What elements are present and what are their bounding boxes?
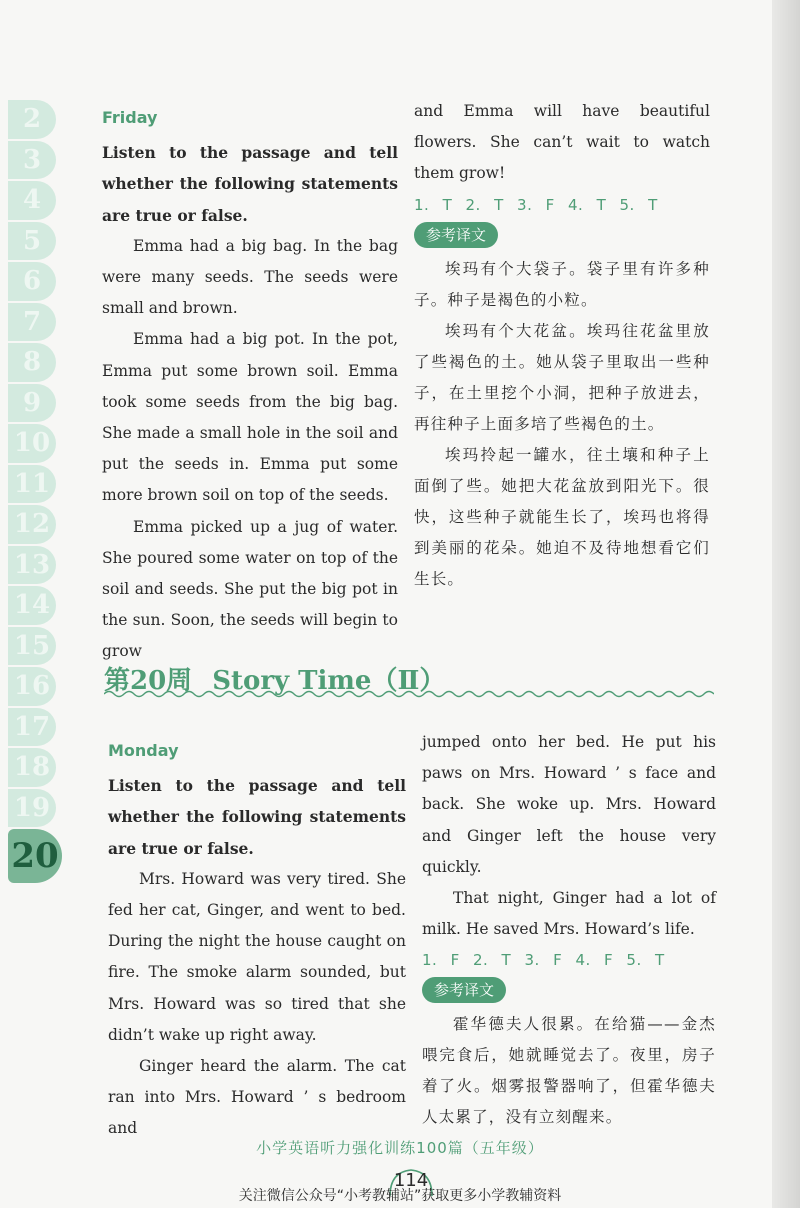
friday-paragraph: Emma had a big bag. In the bag were many seeds. The seeds were small and brown. — [102, 236, 398, 318]
chapter-tab[interactable]: 2 — [8, 100, 56, 139]
monday-paragraph: That night, Ginger had a lot of milk. He saved Mrs. Howard’s life. — [422, 889, 716, 939]
friday-continuation: and Emma will have beautiful flowers. She can’t wait to watch them grow! — [414, 102, 710, 183]
translation-badge: 参考译文 — [422, 977, 506, 1003]
friday-paragraph: Emma had a big pot. In the pot, Emma put some brown soil. Emma took some seeds from the big bag. She made a small hole in the soil and put the seeds in. Emma put some more brown soil on top of the seeds. — [102, 330, 398, 505]
chapter-tab[interactable]: 14 — [8, 586, 56, 625]
friday-answers: 1. T 2. T 3. F 4. T 5. T — [414, 195, 658, 214]
chapter-tab[interactable]: 6 — [8, 262, 56, 301]
chapter-tab[interactable]: 3 — [8, 141, 56, 180]
chapter-tab[interactable]: 4 — [8, 181, 56, 220]
chapter-tab[interactable]: 5 — [8, 222, 56, 261]
chapter-tab[interactable]: 15 — [8, 627, 56, 666]
chapter-tab-active[interactable]: 20 — [8, 829, 62, 883]
chapter-tab[interactable]: 19 — [8, 789, 56, 828]
translation-paragraph: 埃玛有个大袋子。袋子里有许多种子。种子是褐色的小粒。 — [414, 259, 710, 309]
chapter-tab[interactable]: 9 — [8, 384, 56, 423]
wavy-divider — [104, 688, 714, 700]
monday-answers: 1. F 2. T 3. F 4. F 5. T — [422, 951, 665, 970]
translation-paragraph: 埃玛有个大花盆。埃玛往花盆里放了些褐色的土。她从袋子里取出一些种子，在土里挖个小洞，把种子放进去，再往种子上面多培了些褐色的土。 — [414, 321, 710, 433]
friday-paragraph: Emma picked up a jug of water. She poured some water on top of the soil and seeds. She put the big pot in the sun. Soon, the seeds will begin to grow — [102, 517, 398, 661]
chapter-tab[interactable]: 18 — [8, 748, 56, 787]
friday-heading: Friday — [102, 108, 158, 127]
page-number: 114 — [393, 1170, 429, 1191]
monday-instruction: Listen to the passage and tell whether the following statements are true or false. — [108, 776, 406, 858]
monday-right-column — [422, 727, 716, 1133]
chapter-tab[interactable]: 16 — [8, 667, 56, 706]
chapter-tab[interactable]: 10 — [8, 424, 56, 463]
chapter-tab[interactable]: 13 — [8, 546, 56, 585]
translation-paragraph: 霍华德夫人很累。在给猫——金杰喂完食后，她就睡觉去了。夜里，房子着了火。烟雾报警器响了，但霍华德夫人太累了，没有立刻醒来。 — [422, 1015, 716, 1127]
chapter-tab[interactable]: 12 — [8, 505, 56, 544]
friday-right-column — [414, 96, 710, 595]
page-edge-shadow — [772, 0, 800, 1208]
book-title: 小学英语听力强化训练100篇（五年级） — [256, 1139, 544, 1157]
friday-instruction: Listen to the passage and tell whether the following statements are true or false. — [102, 143, 398, 225]
monday-paragraph: Ginger heard the alarm. The cat ran into Mrs. Howard ’ s bedroom and — [108, 1057, 406, 1138]
monday-paragraph: Mrs. Howard was very tired. She fed her cat, Ginger, and went to bed. During the night the house caught on fire. The smoke alarm sounded, but Mrs. Howard was so tired that she didn’t wake up right away. — [108, 869, 406, 1044]
translation-paragraph: 埃玛拎起一罐水，往土壤和种子上面倒了些。她把大花盆放到阳光下。很快，这些种子就能生长了，埃玛也将得到美丽的花朵。她迫不及待地想看它们生长。 — [414, 445, 710, 588]
chapter-tab[interactable]: 17 — [8, 708, 56, 747]
chapter-tab[interactable]: 7 — [8, 303, 56, 342]
section-name: Story Time（Ⅱ） — [212, 666, 446, 696]
monday-continuation: jumped onto her bed. He put his paws on Mrs. Howard ’ s face and back. She woke up. Mrs. Howard and Ginger left the house very quickly. — [422, 733, 716, 876]
monday-heading: Monday — [108, 741, 179, 760]
footer-note: 关注微信公众号“小考教辅站”获取更多小学教辅资料 — [238, 1188, 562, 1204]
chapter-tab[interactable]: 11 — [8, 465, 56, 504]
chapter-tab[interactable]: 8 — [8, 343, 56, 382]
monday-translation — [422, 1009, 716, 1133]
friday-left-column — [102, 102, 398, 668]
week-label: 第20周 — [104, 666, 193, 696]
friday-translation — [414, 254, 710, 595]
monday-left-column — [108, 735, 406, 1145]
translation-badge: 参考译文 — [414, 222, 498, 248]
chapter-tabs — [8, 100, 59, 885]
